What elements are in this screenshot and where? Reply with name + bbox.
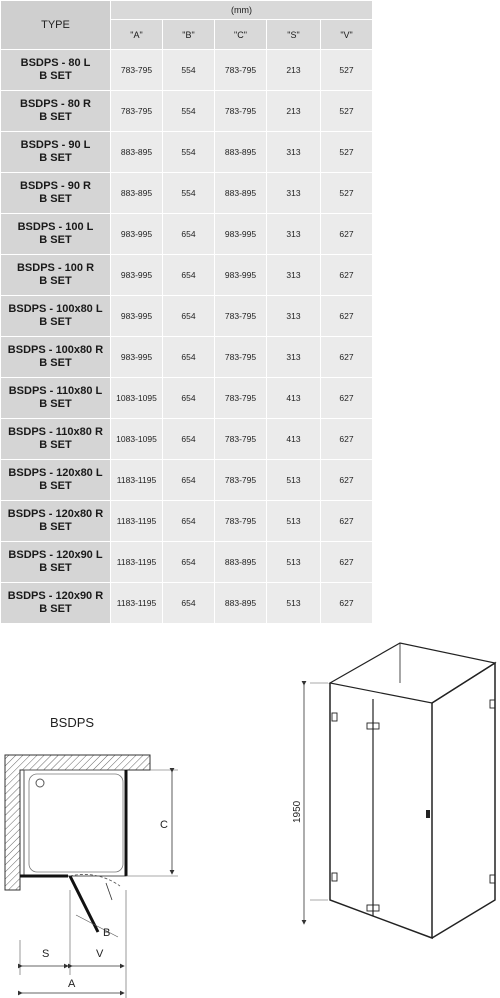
value-cell-c: 883-895: [215, 173, 267, 214]
table-row: [1, 296, 373, 337]
value-cell-b: 654: [163, 501, 215, 542]
type-line-1: BSDPS - 100 R: [16, 262, 95, 274]
front-panel: [330, 683, 432, 938]
type-line-2: B SET: [39, 70, 72, 82]
column-header-c: "C": [215, 20, 267, 50]
value-cell-a: 1183-1195: [111, 501, 163, 542]
type-line-2: B SET: [39, 398, 72, 410]
type-line-1: BSDPS - 90 R: [20, 180, 91, 192]
door-panel: [70, 876, 98, 932]
table-row: [1, 173, 373, 214]
value-cell-c: 783-795: [215, 501, 267, 542]
value-cell-b: 654: [163, 542, 215, 583]
value-cell-c: 783-795: [215, 50, 267, 91]
isometric-drawing: [270, 635, 500, 965]
column-header-b: "B": [163, 20, 215, 50]
value-cell-s: 513: [267, 542, 321, 583]
value-cell-c: 783-795: [215, 296, 267, 337]
value-cell-a: 983-995: [111, 337, 163, 378]
type-line-2: B SET: [39, 316, 72, 328]
value-cell-b: 654: [163, 296, 215, 337]
label-s: S: [42, 948, 50, 960]
type-line-1: BSDPS - 80 L: [20, 57, 91, 69]
side-panel-iso: [432, 663, 495, 938]
value-cell-b: 654: [163, 255, 215, 296]
table-row: [1, 460, 373, 501]
type-line-1: BSDPS - 100 L: [17, 221, 94, 233]
value-cell-b: 654: [163, 419, 215, 460]
type-line-1: BSDPS - 120x90 R: [7, 590, 104, 602]
table-row: [1, 501, 373, 542]
table-row: [1, 214, 373, 255]
type-line-2: B SET: [39, 480, 72, 492]
type-line-1: BSDPS - 120x80 L: [8, 467, 103, 479]
value-cell-c: 783-795: [215, 378, 267, 419]
type-cell: [1, 296, 111, 337]
type-cell: [1, 542, 111, 583]
value-cell-s: 413: [267, 419, 321, 460]
column-header-s: "S": [267, 20, 321, 50]
value-cell-c: 783-795: [215, 337, 267, 378]
value-cell-s: 313: [267, 132, 321, 173]
value-cell-s: 513: [267, 583, 321, 624]
value-cell-a: 883-895: [111, 132, 163, 173]
value-cell-c: 983-995: [215, 255, 267, 296]
value-cell-v: 627: [321, 583, 373, 624]
handle-icon: [426, 810, 430, 818]
type-line-1: BSDPS - 100x80 R: [7, 344, 104, 356]
value-cell-s: 513: [267, 501, 321, 542]
value-cell-a: 983-995: [111, 255, 163, 296]
tray-inner: [29, 774, 123, 872]
value-cell-v: 627: [321, 337, 373, 378]
value-cell-a: 1183-1195: [111, 460, 163, 501]
table-row: [1, 50, 373, 91]
unit-header: (mm): [111, 1, 373, 20]
type-line-1: BSDPS - 100x80 L: [8, 303, 103, 315]
type-cell: [1, 255, 111, 296]
type-line-2: B SET: [39, 193, 72, 205]
value-cell-c: 783-795: [215, 91, 267, 132]
value-cell-a: 983-995: [111, 296, 163, 337]
plan-title: BSDPS: [50, 715, 95, 730]
value-cell-v: 527: [321, 50, 373, 91]
table-row: [1, 583, 373, 624]
type-line-2: B SET: [39, 562, 72, 574]
value-cell-b: 554: [163, 132, 215, 173]
drain-icon: [36, 779, 44, 787]
value-cell-a: 883-895: [111, 173, 163, 214]
wall-hatch: [5, 755, 150, 890]
value-cell-v: 627: [321, 296, 373, 337]
label-a: A: [68, 978, 76, 990]
label-v: V: [96, 948, 104, 960]
value-cell-v: 627: [321, 378, 373, 419]
table-row: [1, 542, 373, 583]
value-cell-s: 313: [267, 173, 321, 214]
type-cell: [1, 337, 111, 378]
wall-bracket-icon: [332, 873, 337, 881]
value-cell-s: 213: [267, 50, 321, 91]
type-line-2: B SET: [39, 521, 72, 533]
table-row: [1, 337, 373, 378]
value-cell-v: 627: [321, 501, 373, 542]
type-line-2: B SET: [39, 357, 72, 369]
value-cell-s: 513: [267, 460, 321, 501]
value-cell-s: 313: [267, 214, 321, 255]
type-cell: [1, 460, 111, 501]
type-cell: [1, 173, 111, 214]
column-header-v: "V": [321, 20, 373, 50]
value-cell-v: 627: [321, 255, 373, 296]
value-cell-c: 783-795: [215, 460, 267, 501]
value-cell-s: 313: [267, 337, 321, 378]
value-cell-b: 654: [163, 378, 215, 419]
type-header: TYPE: [1, 1, 111, 50]
type-cell: [1, 91, 111, 132]
type-cell: [1, 419, 111, 460]
value-cell-s: 313: [267, 296, 321, 337]
type-line-2: B SET: [39, 234, 72, 246]
value-cell-b: 554: [163, 173, 215, 214]
value-cell-v: 527: [321, 132, 373, 173]
table-row: [1, 419, 373, 460]
label-b: B: [103, 927, 111, 939]
type-line-1: BSDPS - 110x80 R: [8, 426, 103, 438]
type-line-2: B SET: [39, 275, 72, 287]
value-cell-c: 983-995: [215, 214, 267, 255]
label-height: 1950: [292, 800, 303, 823]
value-cell-c: 883-895: [215, 132, 267, 173]
type-line-1: BSDPS - 90 L: [20, 139, 91, 151]
value-cell-v: 627: [321, 419, 373, 460]
value-cell-a: 783-795: [111, 50, 163, 91]
table-body: [1, 50, 373, 624]
type-line-1: BSDPS - 110x80 L: [8, 385, 103, 397]
table-row: [1, 91, 373, 132]
plan-view-drawing: [0, 700, 200, 998]
type-line-2: B SET: [39, 111, 72, 123]
label-c: C: [160, 819, 168, 831]
value-cell-b: 554: [163, 91, 215, 132]
value-cell-b: 554: [163, 50, 215, 91]
type-line-1: BSDPS - 120x80 R: [7, 508, 104, 520]
type-line-2: B SET: [39, 603, 72, 615]
value-cell-a: 1083-1095: [111, 378, 163, 419]
table-row: [1, 132, 373, 173]
value-cell-c: 883-895: [215, 583, 267, 624]
value-cell-b: 654: [163, 583, 215, 624]
value-cell-s: 213: [267, 91, 321, 132]
table-row: [1, 255, 373, 296]
value-cell-c: 883-895: [215, 542, 267, 583]
type-cell: [1, 132, 111, 173]
value-cell-a: 783-795: [111, 91, 163, 132]
value-cell-b: 654: [163, 214, 215, 255]
value-cell-v: 627: [321, 214, 373, 255]
value-cell-a: 1083-1095: [111, 419, 163, 460]
type-line-2: B SET: [39, 439, 72, 451]
type-line-1: BSDPS - 80 R: [20, 98, 91, 110]
dimensions-table: [0, 0, 373, 624]
value-cell-a: 983-995: [111, 214, 163, 255]
type-cell: [1, 583, 111, 624]
value-cell-s: 313: [267, 255, 321, 296]
table-row: [1, 378, 373, 419]
value-cell-v: 627: [321, 542, 373, 583]
type-line-1: BSDPS - 120x90 L: [8, 549, 103, 561]
value-cell-b: 654: [163, 337, 215, 378]
column-header-a: "A": [111, 20, 163, 50]
type-cell: [1, 214, 111, 255]
shower-tray: [24, 770, 126, 876]
type-cell: [1, 378, 111, 419]
type-line-2: B SET: [39, 152, 72, 164]
value-cell-v: 527: [321, 173, 373, 214]
value-cell-v: 527: [321, 91, 373, 132]
value-cell-a: 1183-1195: [111, 583, 163, 624]
value-cell-a: 1183-1195: [111, 542, 163, 583]
type-cell: [1, 501, 111, 542]
type-cell: [1, 50, 111, 91]
value-cell-v: 627: [321, 460, 373, 501]
value-cell-s: 413: [267, 378, 321, 419]
top-frame: [330, 643, 495, 703]
wall-bracket-icon: [332, 713, 337, 721]
value-cell-c: 783-795: [215, 419, 267, 460]
value-cell-b: 654: [163, 460, 215, 501]
